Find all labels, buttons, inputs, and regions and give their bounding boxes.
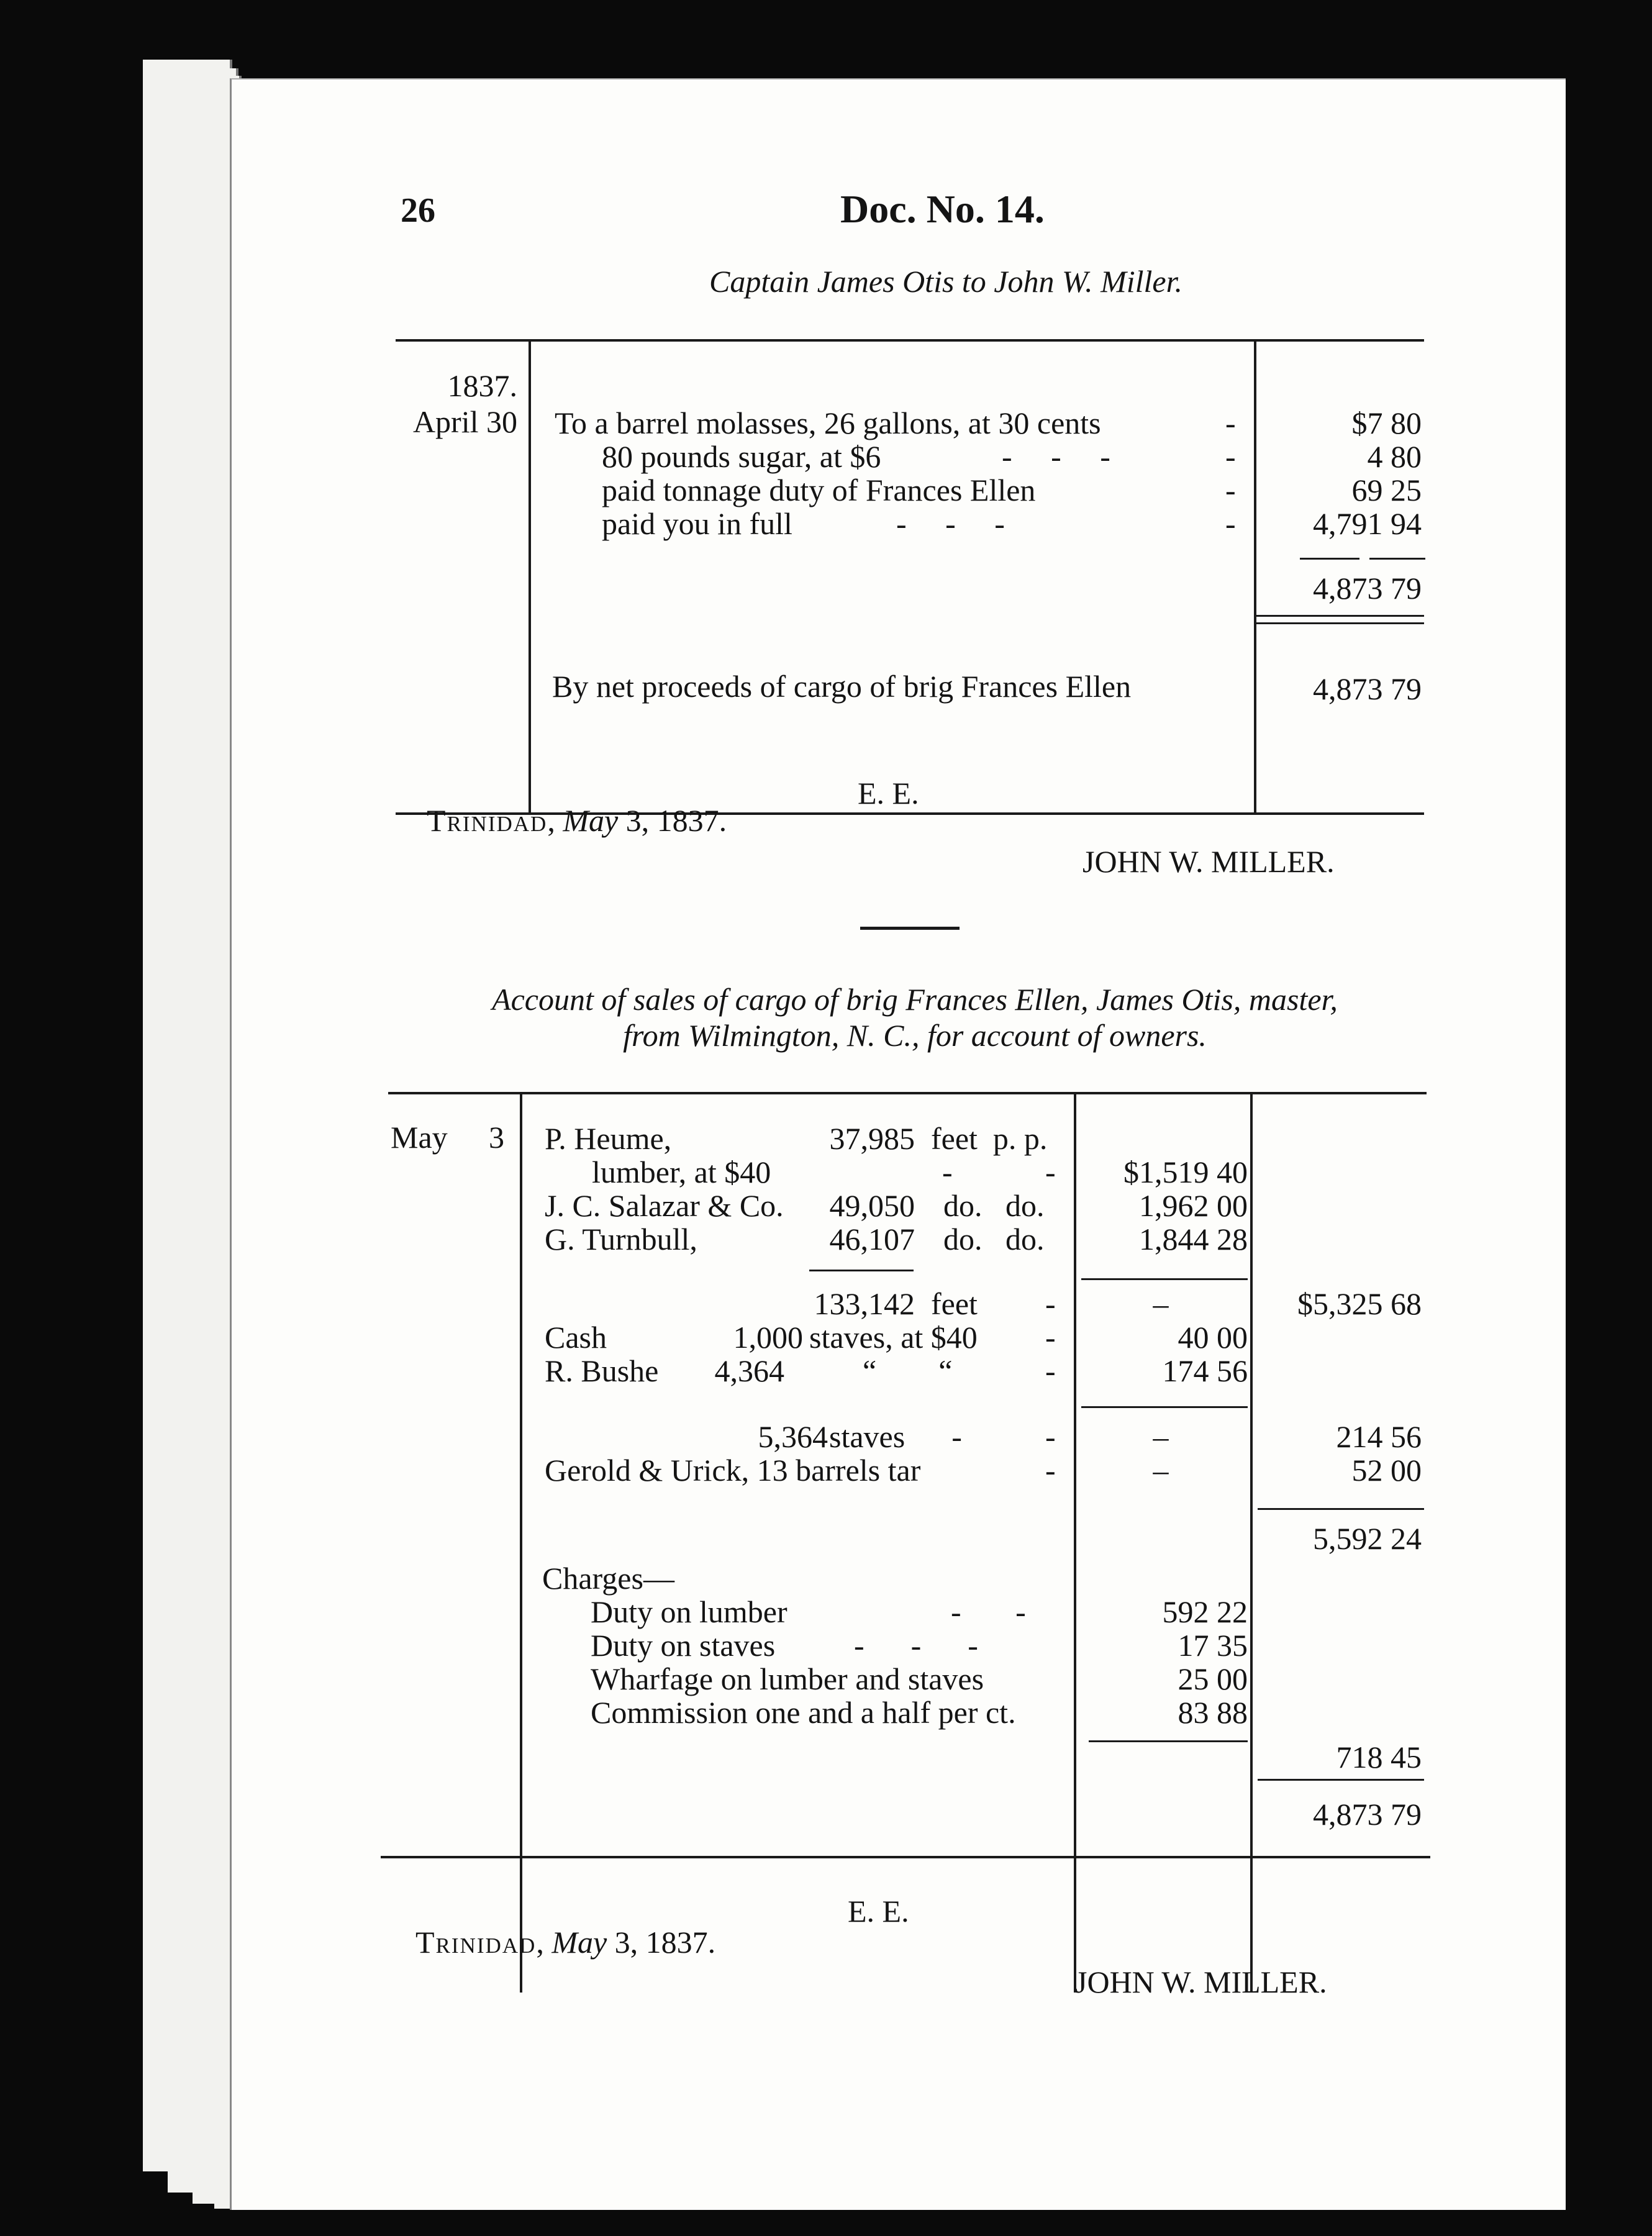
rule	[381, 1856, 1430, 1858]
sale-unit: feet	[931, 1286, 978, 1321]
rule	[396, 339, 1424, 342]
sale-total: 52 00	[1351, 1453, 1422, 1488]
sale-unit: do. do.	[943, 1222, 1045, 1257]
account1-year: 1837.	[447, 368, 517, 403]
signature-month: May	[551, 1925, 607, 1960]
sale-qty: 133,142	[814, 1286, 915, 1321]
sale-name: J. C. Salazar & Co.	[545, 1188, 784, 1223]
leader-dash: - -	[951, 1594, 1026, 1629]
rule	[1256, 615, 1424, 617]
sale-amount: 174 56	[1162, 1353, 1248, 1388]
sale-name: R. Bushe	[545, 1353, 659, 1388]
leader-dash: -	[1225, 406, 1236, 440]
signature-place: Trinidad	[427, 803, 548, 838]
signature-month: May	[563, 803, 619, 838]
leader-dash: -	[1045, 1353, 1056, 1388]
sale-name: Cash	[545, 1320, 607, 1355]
leader-dash: -	[1045, 1453, 1056, 1488]
sale-name: lumber, at $40	[592, 1155, 771, 1189]
signature-place-date: Trinidad, May 3, 1837.	[415, 1925, 716, 1960]
charges-total: 718 45	[1336, 1740, 1422, 1775]
rule	[1256, 622, 1424, 624]
leader-dash: -	[1225, 439, 1236, 474]
account2-date-day: 3	[489, 1120, 504, 1155]
account1-credit-amount: 4,873 79	[1313, 671, 1422, 706]
sale-amount: –	[1153, 1286, 1169, 1321]
account2-date-month: May	[391, 1120, 448, 1155]
account1-line: paid you in full	[602, 506, 792, 541]
rule	[1300, 558, 1359, 560]
sale-qty: 4,364	[714, 1353, 784, 1388]
account1-date: April 30	[412, 404, 517, 439]
page-number: 26	[401, 191, 435, 230]
sale-qty: 37,985	[829, 1121, 915, 1156]
account1-line: 80 pounds sugar, at $6	[602, 439, 881, 474]
account1-credit-text: By net proceeds of cargo of brig Frances Ellen	[552, 669, 1132, 704]
sale-qty: 1,000	[733, 1320, 803, 1355]
account2-title-line1: Account of sales of cargo of brig Frances Ellen, James Otis, master,	[492, 982, 1338, 1017]
sale-qty: 46,107	[829, 1222, 915, 1257]
sale-qty: 49,050	[829, 1188, 915, 1223]
rule	[1081, 1406, 1248, 1408]
rule	[1089, 1740, 1248, 1742]
sale-unit: do. do.	[943, 1188, 1045, 1223]
rule	[1258, 1508, 1424, 1510]
leader-dash: -	[1225, 506, 1236, 541]
sale-name: G. Turnbull,	[545, 1222, 697, 1257]
charge-line: Commission one and a half per ct.	[591, 1695, 1016, 1730]
subtotal: 5,592 24	[1313, 1521, 1422, 1556]
leader-dash: -	[1045, 1286, 1056, 1321]
rule	[529, 339, 531, 812]
leader-dash: - - -	[1002, 439, 1110, 474]
signature-initials: E. E.	[848, 1894, 909, 1929]
sale-unit: “ “	[863, 1353, 953, 1388]
sale-amount: 40 00	[1178, 1320, 1248, 1355]
sale-total: 214 56	[1336, 1419, 1422, 1454]
leader-dash: - - -	[896, 506, 1005, 541]
charge-line: Wharfage on lumber and staves	[591, 1661, 984, 1696]
leader-dash: -	[1225, 473, 1236, 507]
sale-name: P. Heume,	[545, 1121, 672, 1156]
charge-line: Duty on staves	[591, 1628, 776, 1663]
leader-dash: -	[1045, 1320, 1056, 1355]
charge-amount: 83 88	[1178, 1695, 1248, 1730]
signature-name: JOHN W. MILLER.	[1082, 844, 1335, 879]
charge-amount: 17 35	[1178, 1628, 1248, 1663]
signature-place-date: Trinidad, May 3, 1837.	[427, 803, 727, 838]
account1-title: Captain James Otis to John W. Miller.	[709, 264, 1182, 299]
signature-initials: E. E.	[858, 776, 919, 811]
account1-amount: 4,791 94	[1313, 506, 1422, 541]
leader-dash: -	[942, 1155, 953, 1189]
rule	[809, 1270, 914, 1271]
signature-place: Trinidad	[415, 1925, 537, 1960]
account1-line: paid tonnage duty of Frances Ellen	[602, 473, 1036, 507]
separator-rule	[860, 927, 960, 930]
signature-day-year: 3, 1837.	[614, 1925, 716, 1960]
charge-amount: 25 00	[1178, 1661, 1248, 1696]
signature-day-year: 3, 1837.	[625, 803, 727, 838]
sale-amount: –	[1153, 1453, 1169, 1488]
rule	[1081, 1278, 1248, 1280]
leader-dash: - - -	[854, 1628, 978, 1663]
sale-total: $5,325 68	[1297, 1286, 1422, 1321]
rule	[1369, 558, 1425, 560]
charges-label: Charges—	[542, 1561, 674, 1596]
sale-amount: 1,844 28	[1139, 1222, 1248, 1257]
sale-unit: staves -	[829, 1419, 962, 1454]
leader-dash: -	[1045, 1155, 1056, 1189]
rule	[388, 1092, 1427, 1094]
sale-amount: $1,519 40	[1123, 1155, 1248, 1189]
account1-amount: 4 80	[1367, 439, 1422, 474]
net-total: 4,873 79	[1313, 1797, 1422, 1832]
rule	[1254, 339, 1256, 812]
sale-qty: 5,364	[758, 1419, 828, 1454]
account2-title-line2: from Wilmington, N. C., for account of owners.	[623, 1018, 1207, 1053]
sale-amount: 1,962 00	[1139, 1188, 1248, 1223]
signature-name: JOHN W. MILLER.	[1075, 1965, 1327, 1999]
sale-name: Gerold & Urick, 13 barrels tar	[545, 1453, 921, 1488]
sale-unit: feet p. p.	[931, 1121, 1048, 1156]
account1-line: To a barrel molasses, 26 gallons, at 30 cents	[555, 406, 1101, 440]
account1-amount: 69 25	[1351, 473, 1422, 507]
charge-line: Duty on lumber	[591, 1594, 787, 1629]
leader-dash: -	[1045, 1419, 1056, 1454]
document-page	[230, 78, 1566, 2210]
sale-amount: –	[1153, 1419, 1169, 1454]
account1-amount: $7 80	[1351, 406, 1422, 440]
rule	[1258, 1779, 1424, 1781]
charge-amount: 592 22	[1162, 1594, 1248, 1629]
doc-title: Doc. No. 14.	[840, 187, 1045, 231]
sale-unit: staves, at $40	[809, 1320, 978, 1355]
account1-total: 4,873 79	[1313, 571, 1422, 606]
